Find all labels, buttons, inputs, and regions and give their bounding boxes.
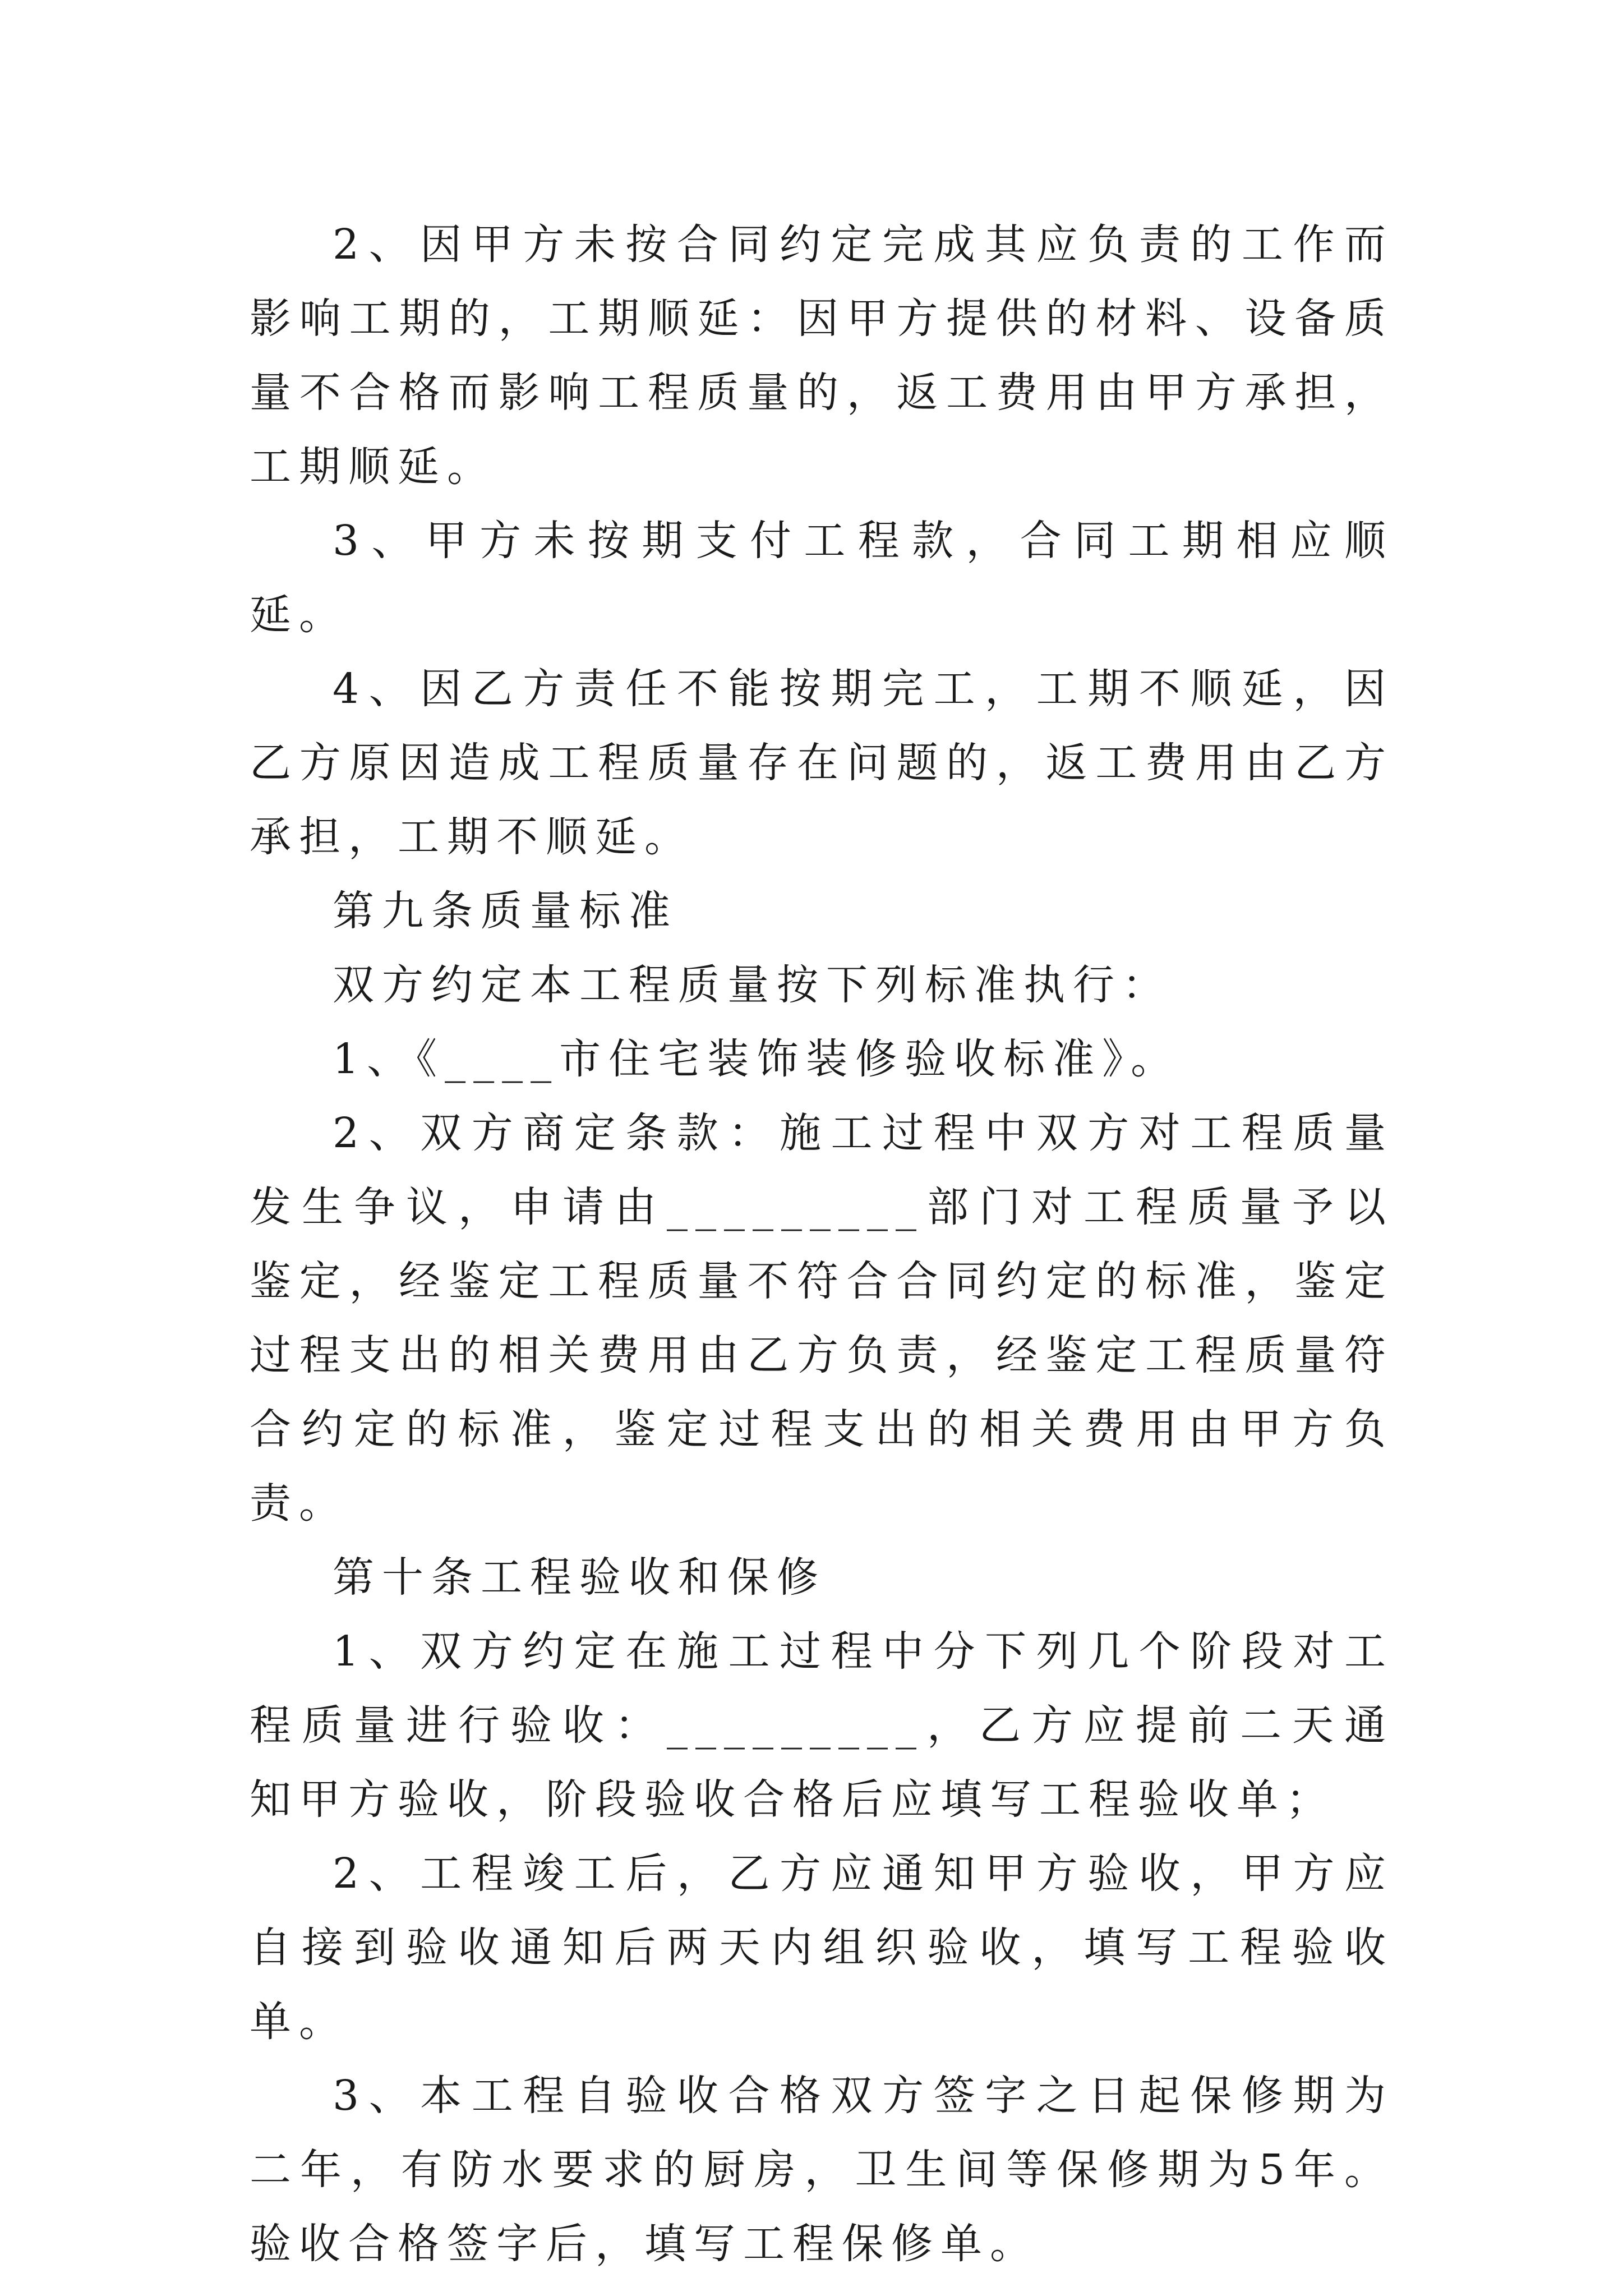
paragraph-delay-clause-2: 2、因甲方未按合同约定完成其应负责的工作而影响工期的，工期顺延：因甲方提供的材料、设备质量不合格而影响工程质量的，返工费用由甲方承担，工期顺延。 xyxy=(250,220,1394,491)
article-9-heading: 第九条质量标准 xyxy=(333,887,678,935)
paragraph-quality-intro: 双方约定本工程质量按下列标准执行： xyxy=(333,961,1172,1009)
paragraph-delay-clause-3: 3、甲方未按期支付工程款，合同工期相应顺延。 xyxy=(250,517,1394,639)
paragraph-acceptance-1: 1、双方约定在施工过程中分下列几个阶段对工程质量进行验收：_________，乙方应提前二天通知甲方验收，阶段验收合格后应填写工程验收单； xyxy=(250,1627,1394,1824)
paragraph-quality-standard-2: 2、双方商定条款：施工过程中双方对工程质量发生争议，申请由_________部门对工程质量予以鉴定，经鉴定工程质量不符合合同约定的标准，鉴定过程支出的相关费用由乙方负责，经鉴定工程质量符合约定的标准，鉴定过程支出的相关费用由甲方负责。 xyxy=(250,1109,1394,1527)
article-10-heading: 第十条工程验收和保修 xyxy=(333,1553,826,1602)
paragraph-delay-clause-4: 4、因乙方责任不能按期完工，工期不顺延，因乙方原因造成工程质量存在问题的，返工费用由乙方承担，工期不顺延。 xyxy=(250,665,1394,861)
paragraph-acceptance-2: 2、工程竣工后，乙方应通知甲方验收，甲方应自接到验收通知后两天内组织验收，填写工程验收单。 xyxy=(250,1849,1394,2046)
document-body xyxy=(250,208,1394,2281)
paragraph-warranty-3: 3、本工程自验收合格双方签字之日起保修期为二年，有防水要求的厨房，卫生间等保修期为5年。验收合格签字后，填写工程保修单。 xyxy=(250,2072,1394,2268)
paragraph-quality-standard-1: 1、《____市住宅装饰装修验收标准》。 xyxy=(333,1035,1181,1083)
